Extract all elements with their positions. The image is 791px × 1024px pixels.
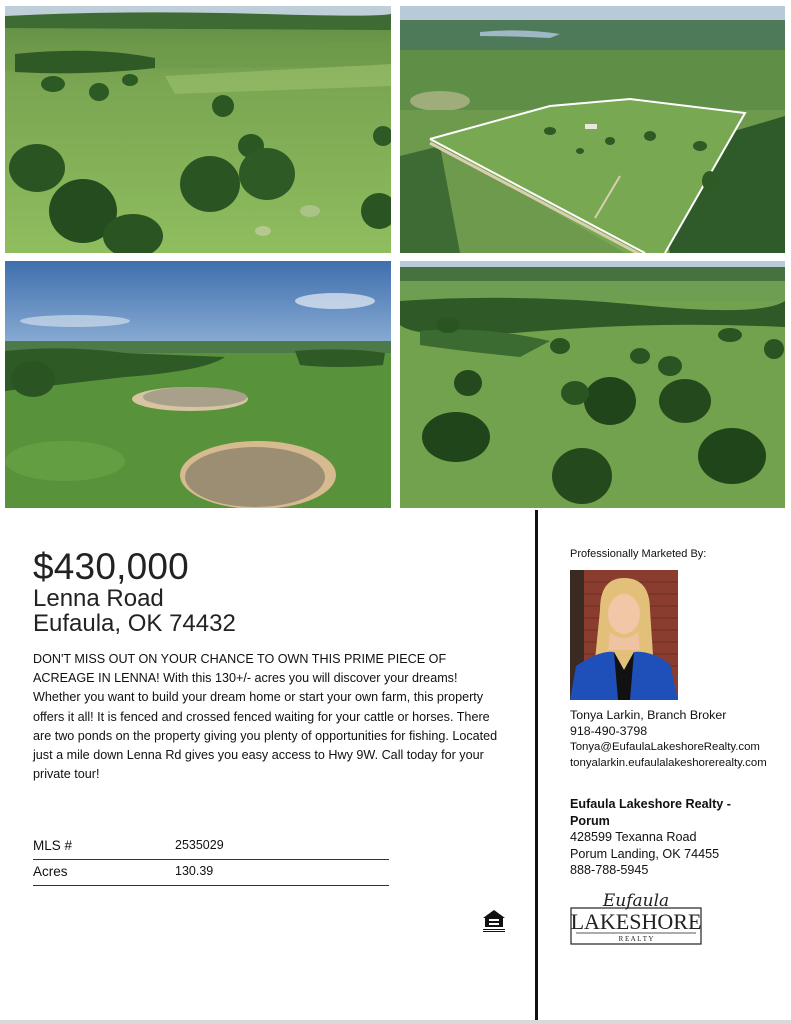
agent-website[interactable]: tonyalarkin.eufaulalakeshorerealty.com bbox=[570, 757, 767, 769]
listing-street: Lenna Road bbox=[33, 585, 164, 612]
agent-phone[interactable]: 918-490-3798 bbox=[570, 724, 648, 738]
listing-facts-table bbox=[33, 834, 389, 886]
fact-value: 130.39 bbox=[175, 864, 214, 878]
fact-row-mls bbox=[33, 834, 389, 860]
agent-name-title: Tonya Larkin, Branch Broker bbox=[570, 708, 727, 722]
eufaula-lakeshore-logo bbox=[570, 888, 702, 948]
agent-email[interactable]: Tonya@EufaulaLakeshoreRealty.com bbox=[570, 741, 760, 753]
brokerage-phone[interactable]: 888-788-5945 bbox=[570, 863, 649, 877]
fact-label: Acres bbox=[33, 864, 68, 879]
fact-row-acres bbox=[33, 860, 389, 886]
listing-price: $430,000 bbox=[33, 546, 189, 587]
property-photo-aerial-boundary bbox=[400, 6, 785, 253]
property-photo-aerial-pasture bbox=[5, 6, 391, 253]
logo-main-text: LAKESHORE bbox=[570, 909, 702, 934]
fact-value: 2535029 bbox=[175, 838, 224, 852]
agent-contact bbox=[570, 707, 770, 771]
listing-city-state-zip: Eufaula, OK 74432 bbox=[33, 610, 236, 637]
brokerage-name: Eufaula Lakeshore Realty - Porum bbox=[570, 797, 731, 828]
listing-description: DON'T MISS OUT ON YOUR CHANCE TO OWN THIS PRIME PIECE OF ACREAGE IN LENNA! With this 130+/- acres you will discover your dreams! Whether you want to build your dream home or start your own farm, this property offers it all! It is fenced and crossed fenced waiting for your cattle or horses. There are two ponds on the property giving you plenty of opportunities for fishing. Located just a mile down Lenna Rd gives you easy access to Hwy 9W. Call today for your private tour! bbox=[33, 652, 498, 782]
property-photo-ponds bbox=[5, 261, 391, 508]
brokerage-info bbox=[570, 796, 770, 879]
brokerage-address-line1: 428599 Texanna Road bbox=[570, 830, 697, 844]
equal-housing-opportunity-icon bbox=[481, 908, 507, 934]
column-divider bbox=[535, 510, 538, 1020]
fact-label: MLS # bbox=[33, 838, 73, 853]
property-photo-wooded-pasture bbox=[400, 261, 785, 508]
logo-script-text: Eufaula bbox=[602, 891, 670, 911]
brokerage-address-line2: Porum Landing, OK 74455 bbox=[570, 846, 720, 861]
page-bottom-rule bbox=[0, 1020, 791, 1024]
logo-sub-text: R E A L T Y bbox=[618, 935, 654, 943]
marketed-by-heading: Professionally Marketed By: bbox=[570, 548, 707, 560]
agent-photo bbox=[570, 570, 678, 700]
